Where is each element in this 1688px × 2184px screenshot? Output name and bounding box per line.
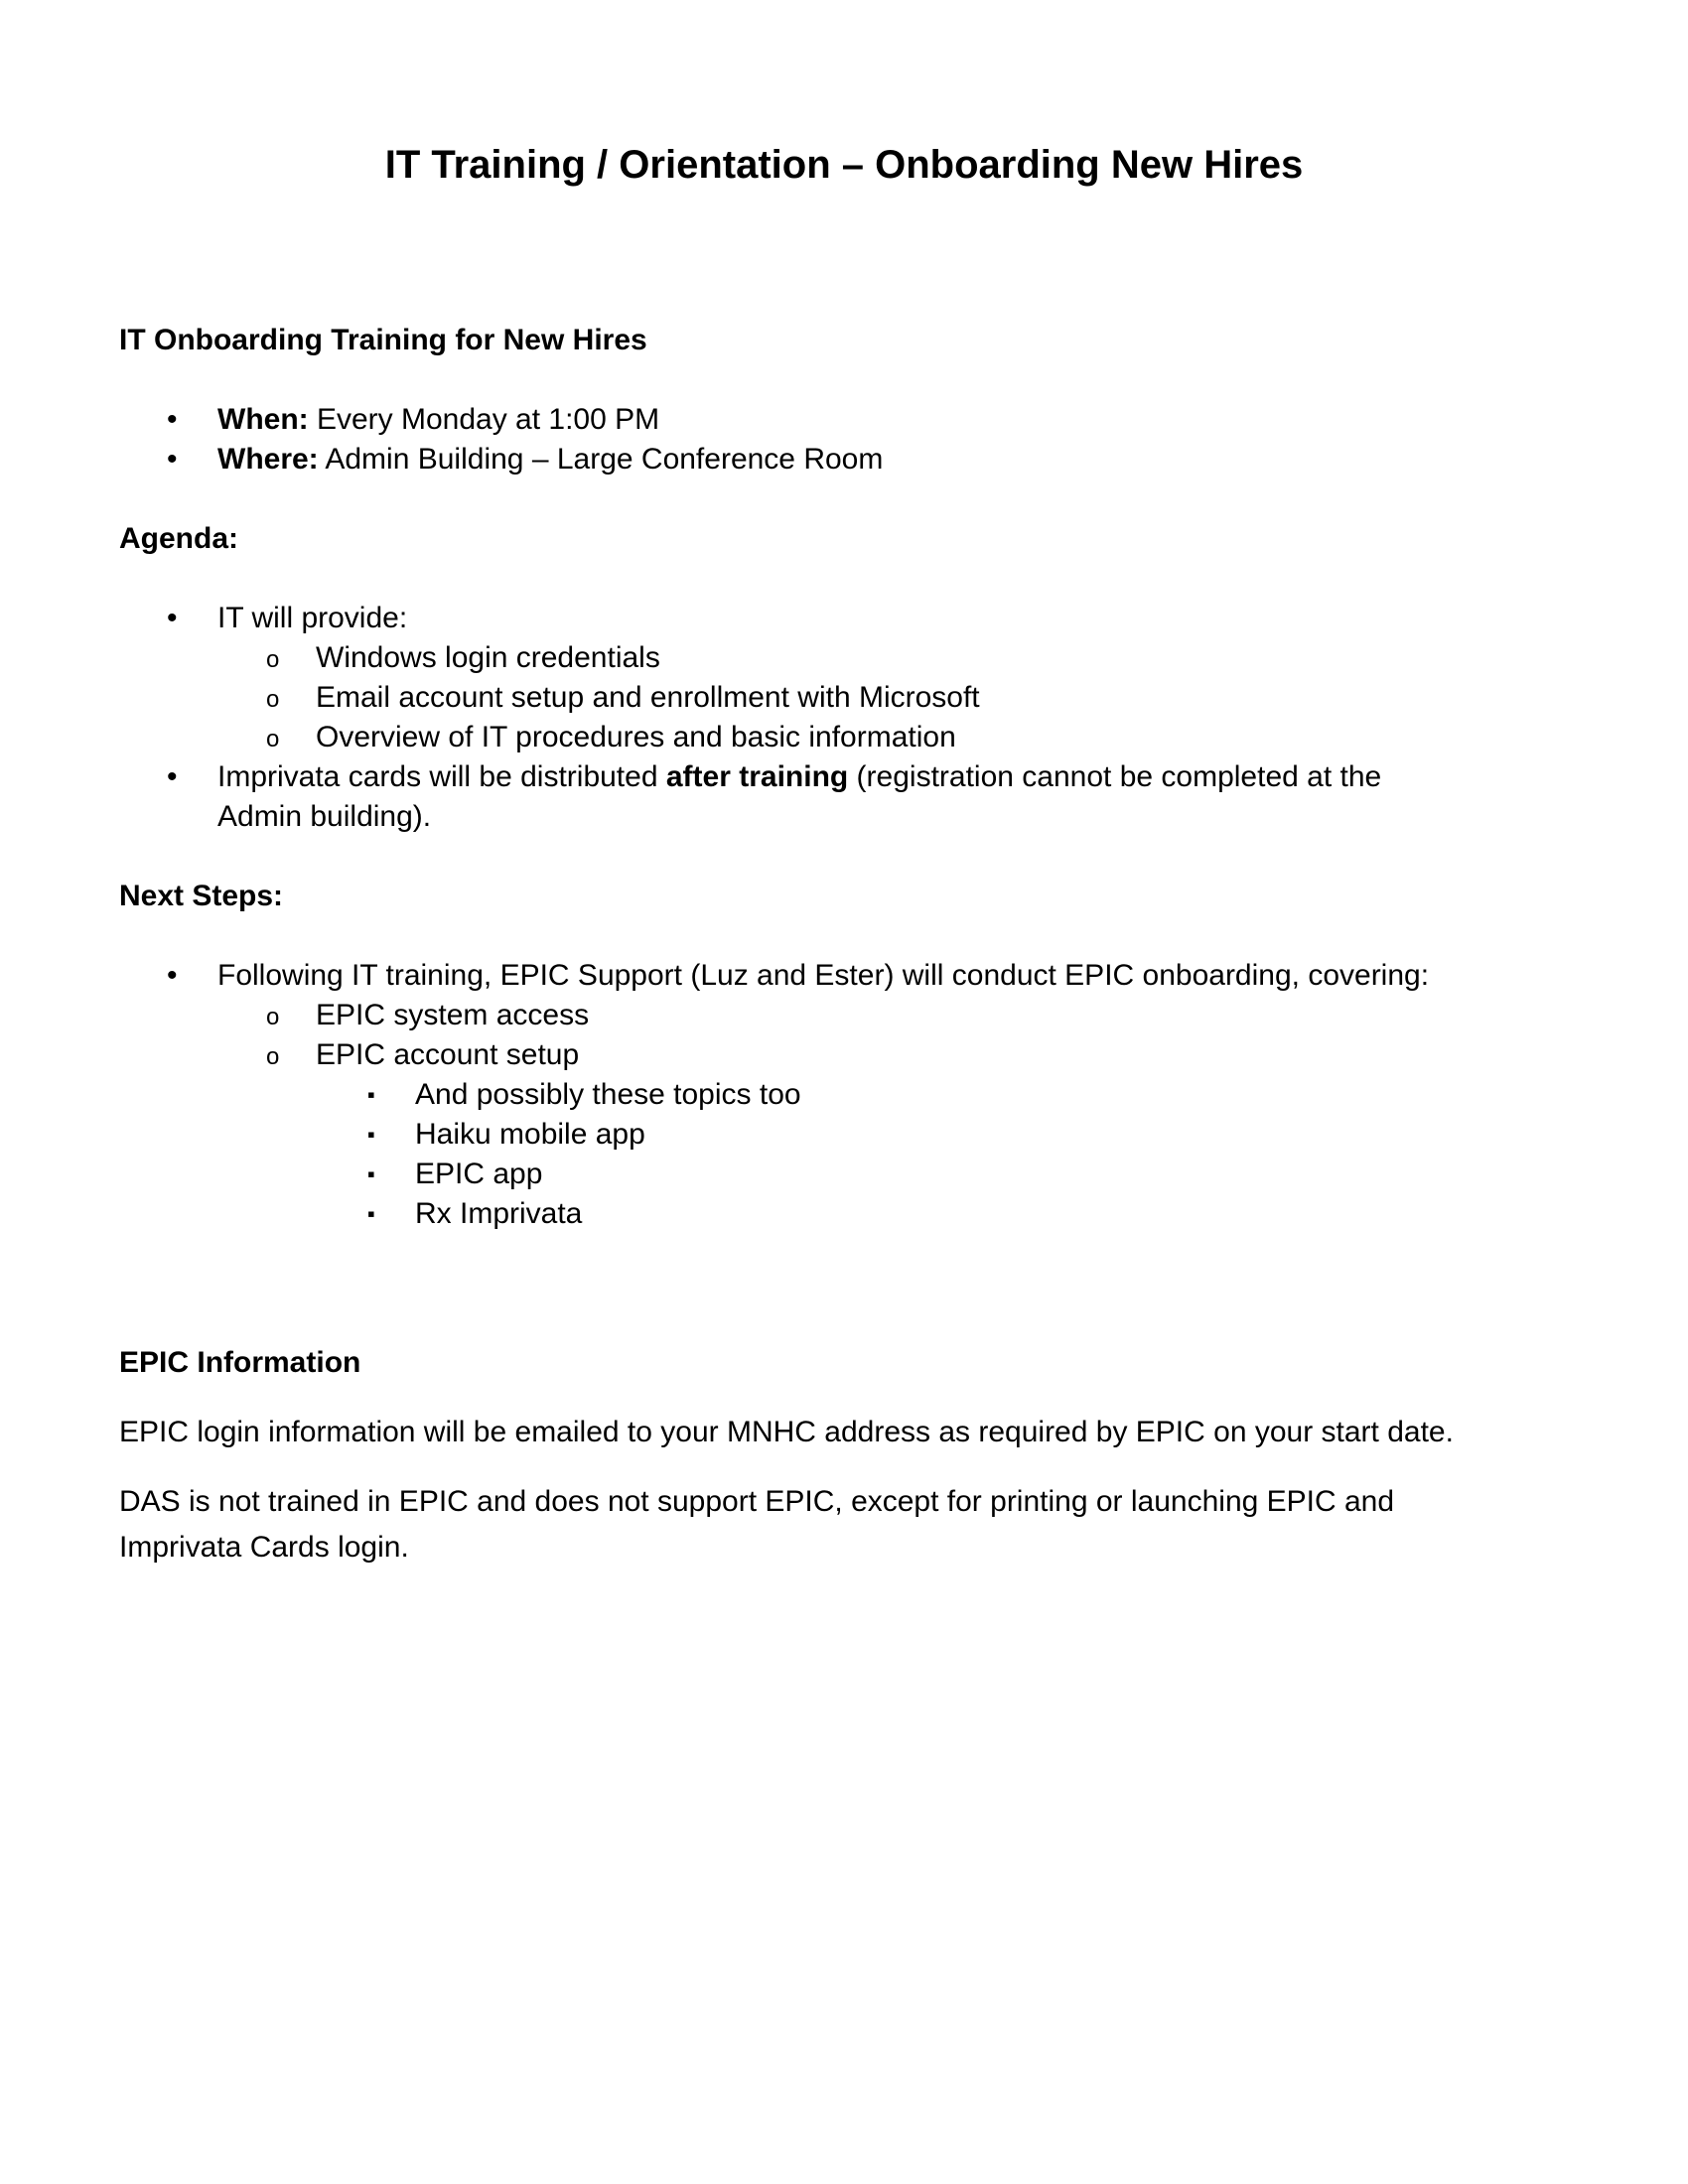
section-heading-it-onboarding: IT Onboarding Training for New Hires: [119, 324, 647, 356]
where-value: Admin Building – Large Conference Room: [318, 443, 884, 476]
imprivata-text-end: (registration cannot be completed at the: [848, 760, 1382, 793]
section-heading-next-steps: Next Steps:: [119, 880, 284, 912]
imprivata-text-bold: after training: [665, 760, 849, 793]
square-bullet-marker: ▪: [367, 1201, 375, 1226]
list-subitem: Email account setup and enrollment with Microsoft: [316, 681, 980, 714]
when-label: When:: [217, 403, 309, 436]
circle-bullet-marker: o: [266, 1043, 280, 1070]
list-subitem: EPIC system access: [316, 999, 590, 1031]
circle-bullet-marker: o: [266, 1004, 280, 1030]
list-subsubitem: And possibly these topics too: [415, 1078, 801, 1111]
list-subsubitem: Rx Imprivata: [415, 1197, 583, 1230]
square-bullet-marker: ▪: [367, 1082, 375, 1107]
page-title: IT Training / Orientation – Onboarding New Hires: [384, 143, 1304, 187]
list-item-where: [217, 440, 883, 479]
list-subitem: Windows login credentials: [316, 641, 660, 674]
list-subsubitem: EPIC app: [415, 1158, 543, 1190]
list-item-when: [217, 400, 659, 440]
square-bullet-marker: ▪: [367, 1122, 375, 1147]
bullet-marker: •: [167, 760, 178, 793]
circle-bullet-marker: o: [266, 686, 280, 713]
list-subitem: Overview of IT procedures and basic information: [316, 721, 956, 753]
bullet-marker: •: [167, 959, 178, 992]
square-bullet-marker: ▪: [367, 1161, 375, 1186]
when-value: Every Monday at 1:00 PM: [308, 403, 660, 436]
epic-paragraph-das-line2: Imprivata Cards login.: [119, 1531, 409, 1564]
list-item-imprivata-continuation: Admin building).: [217, 800, 432, 833]
circle-bullet-marker: o: [266, 646, 280, 673]
epic-paragraph-login: EPIC login information will be emailed to your MNHC address as required by EPIC on your start date.: [119, 1416, 1454, 1448]
list-subsubitem: Haiku mobile app: [415, 1118, 645, 1151]
list-subitem: EPIC account setup: [316, 1038, 580, 1071]
section-heading-epic-information: EPIC Information: [119, 1346, 361, 1379]
imprivata-text-start: Imprivata cards will be distributed: [217, 760, 666, 793]
list-item-following: Following IT training, EPIC Support (Luz and Ester) will conduct EPIC onboarding, covering:: [217, 959, 1430, 992]
circle-bullet-marker: o: [266, 726, 280, 752]
bullet-marker: •: [167, 602, 178, 634]
bullet-marker: •: [167, 403, 178, 436]
epic-paragraph-das-line1: DAS is not trained in EPIC and does not support EPIC, except for printing or launching EPIC and: [119, 1485, 1395, 1518]
bullet-marker: •: [167, 443, 178, 476]
where-label: Where:: [217, 443, 319, 476]
section-heading-agenda: Agenda:: [119, 522, 238, 555]
list-item-it-provide: IT will provide:: [217, 602, 408, 634]
list-item-imprivata: [217, 757, 1381, 797]
